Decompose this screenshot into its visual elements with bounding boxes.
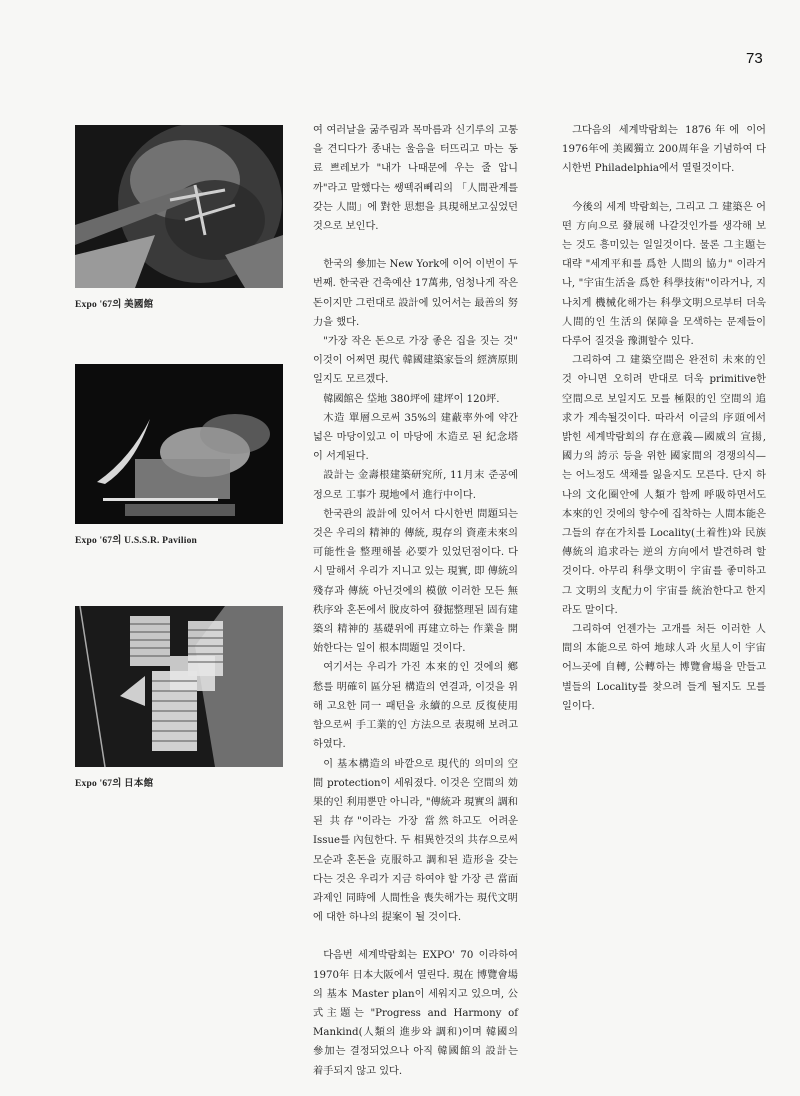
paragraph: 한국관의 設計에 있어서 다시한번 問題되는 것은 우리의 精神的 傳統, 現存의 資產未來의 可能性을 整理해볼 必要가 있었던점이다. 다시 말해서 우리가 지니고 있는 現實, 即 傳統의 殘存과 傳統 아닌것에의 模倣 이러한 모든 無秩序와 혼돈에서 脫皮하여 發掘整理된 固有建築의 精神的 基礎위에 再建立하는 作業을 開始한다는 일이 根本問題일 것이다. — [313, 508, 518, 655]
paragraph: "가장 작은 돈으로 가장 좋은 집을 짓는 것" 이것이 어쩌면 現代 韓國建築家들의 經濟原則일지도 모르겠다. — [313, 336, 518, 386]
ussr-pavilion-night-image — [75, 364, 283, 524]
photo-ussr-pavilion — [75, 364, 283, 524]
figure-ussr-pavilion — [75, 364, 287, 546]
photo-japan-pavilion — [75, 606, 283, 767]
photo-us-pavilion — [75, 125, 283, 288]
paragraph: 韓國館은 垈地 380坪에 建坪이 120坪. — [323, 393, 500, 405]
figure-caption: Expo '67의 日本館 — [75, 779, 154, 789]
paragraph: 今後의 세계 박람회는, 그리고 그 建築은 어떤 方向으로 發展해 나갈것인가를 생각해 보는 것도 흥미있는 일일것이다. 물론 그主題는 대략 "세계平和를 爲한 人間의 協力" 이라거나, "宇宙生活을 爲한 科學技術"이라거나, 지나치게 機械化해가는 科學文明으로부터 더욱 人間的인 生活의 保障을 모색하는 문제들이 다루어 질것을 豫測할수 있다. — [562, 201, 766, 348]
paragraph: 木造 單層으로써 35%의 建蔽率外에 약간 넓은 마당이있고 이 마당에 木造로 된 紀念塔이 서게된다. — [313, 412, 518, 463]
figure-caption: Expo '67의 U.S.S.R. Pavilion — [75, 536, 198, 546]
japan-pavilion-model-image — [75, 606, 283, 767]
figure-caption: Expo '67의 美國館 — [75, 300, 154, 310]
figure-japan-pavilion — [75, 606, 287, 789]
article-column-middle — [313, 121, 518, 1081]
paragraph: 한국의 參加는 New York에 이어 이번이 두번째. 한국관 건축예산 17萬弗, 엄청나게 작은 돈이지만 그런대로 設計에 있어서는 最善의 努力을 했다. — [313, 259, 518, 328]
figure-us-pavilion — [75, 125, 287, 310]
us-pavilion-dome-image — [75, 125, 283, 288]
paragraph: 그리하여 언젠가는 고개를 처든 이러한 人間의 本能으로 하여 地球人과 火星人이 宇宙 어느곳에 自轉, 公轉하는 博覽會場을 만들고 별들의 Locality를 찾으려 들게 될지도 모를 일이다. — [562, 624, 766, 712]
article-column-right — [562, 121, 766, 716]
paragraph: 設計는 金壽根建築研究所, 11月末 준공예정으로 工事가 現地에서 進行中이다. — [313, 470, 518, 501]
page-number: 73 — [746, 50, 763, 67]
paragraph: 이 基本構造의 바깥으로 現代的 의미의 空間 protection이 세워졌다. 이것은 空間의 効果的인 利用뿐만 아니라, "傳統과 現實의 調和된 共存"이라는 가장 當然하고도 어려운 Issue를 內包한다. 두 相異한것의 共存으로써 모순과 혼돈을 克服하고 調和된 造形을 갖는다는 것은 우리가 지금 하여야 할 가장 큰 當面과제인 同時에 人間性을 喪失해가는 現代文明에 대한 하나의 提案이 될 것이다. — [313, 758, 518, 924]
paragraph: 여기서는 우리가 가진 本來的인 것에의 鄕愁를 明確히 區分된 構造의 연결과, 이것을 위해 고요한 同一 패턴을 永續的으로 反復使用함으로써 手工業的인 方法으로 表現해 보려고 하였다. — [313, 662, 518, 751]
paragraph: 여 여러날을 굶주림과 목마름과 신기루의 고통을 견디다가 종내는 울음을 터뜨리고 마는 동료 쁘레보가 "내가 나때문에 우는 줄 압니까"라고 말했다는 쌩떽쥐뻬리의 「人間관계를 갖는 人間」에 對한 思想을 具現해보고싶었던 것으로 보인다. — [313, 125, 518, 233]
paragraph: 다음번 세계박람회는 EXPO' 70 이라하여 1970年 日本大阪에서 열린다. 現在 博覽會場의 基本 Master plan이 세워지고 있으며, 公式主題는 "Progress and Harmony of Mankind(人類의 進步와 調和)이며 韓國의 參加는 결정되었으나 아직 韓國館의 設計는 着手되지 않고 있다. — [313, 950, 518, 1077]
paragraph: 그리하여 그 建築空間은 완전히 未來的인 것 아니면 오히려 반대로 더욱 primitive한 空間으로 보일지도 모를 極限的인 空間의 追求가 계속될것이다. 따라서 이글의 序頭에서 밝힌 세계박람회의 存在意義—國威의 宣揚, 國力의 誇示 등을 위한 國家間의 경쟁의식—는 어느정도 색채를 잃을지도 모른다. 단지 하나의 文化圈안에 人類가 함께 呼吸하면서도 本來的인 것에의 향수에 집착하는 人間本能은 그들의 存在가치를 Locality(土着性)와 民族傳統의 追求라는 逆의 方向에서 발견하려 할것이다. 아무리 科學文明이 宇宙를 좋미하고 그 文明의 支配力이 宇宙를 統治한다고 한지라도 말이다. — [562, 355, 766, 616]
paragraph: 그다음의 세계박람회는 1876年에 이어 1976年에 美國獨立 200周年을 기념하여 다시한번 Philadelphia에서 열릴것이다. — [562, 125, 766, 175]
